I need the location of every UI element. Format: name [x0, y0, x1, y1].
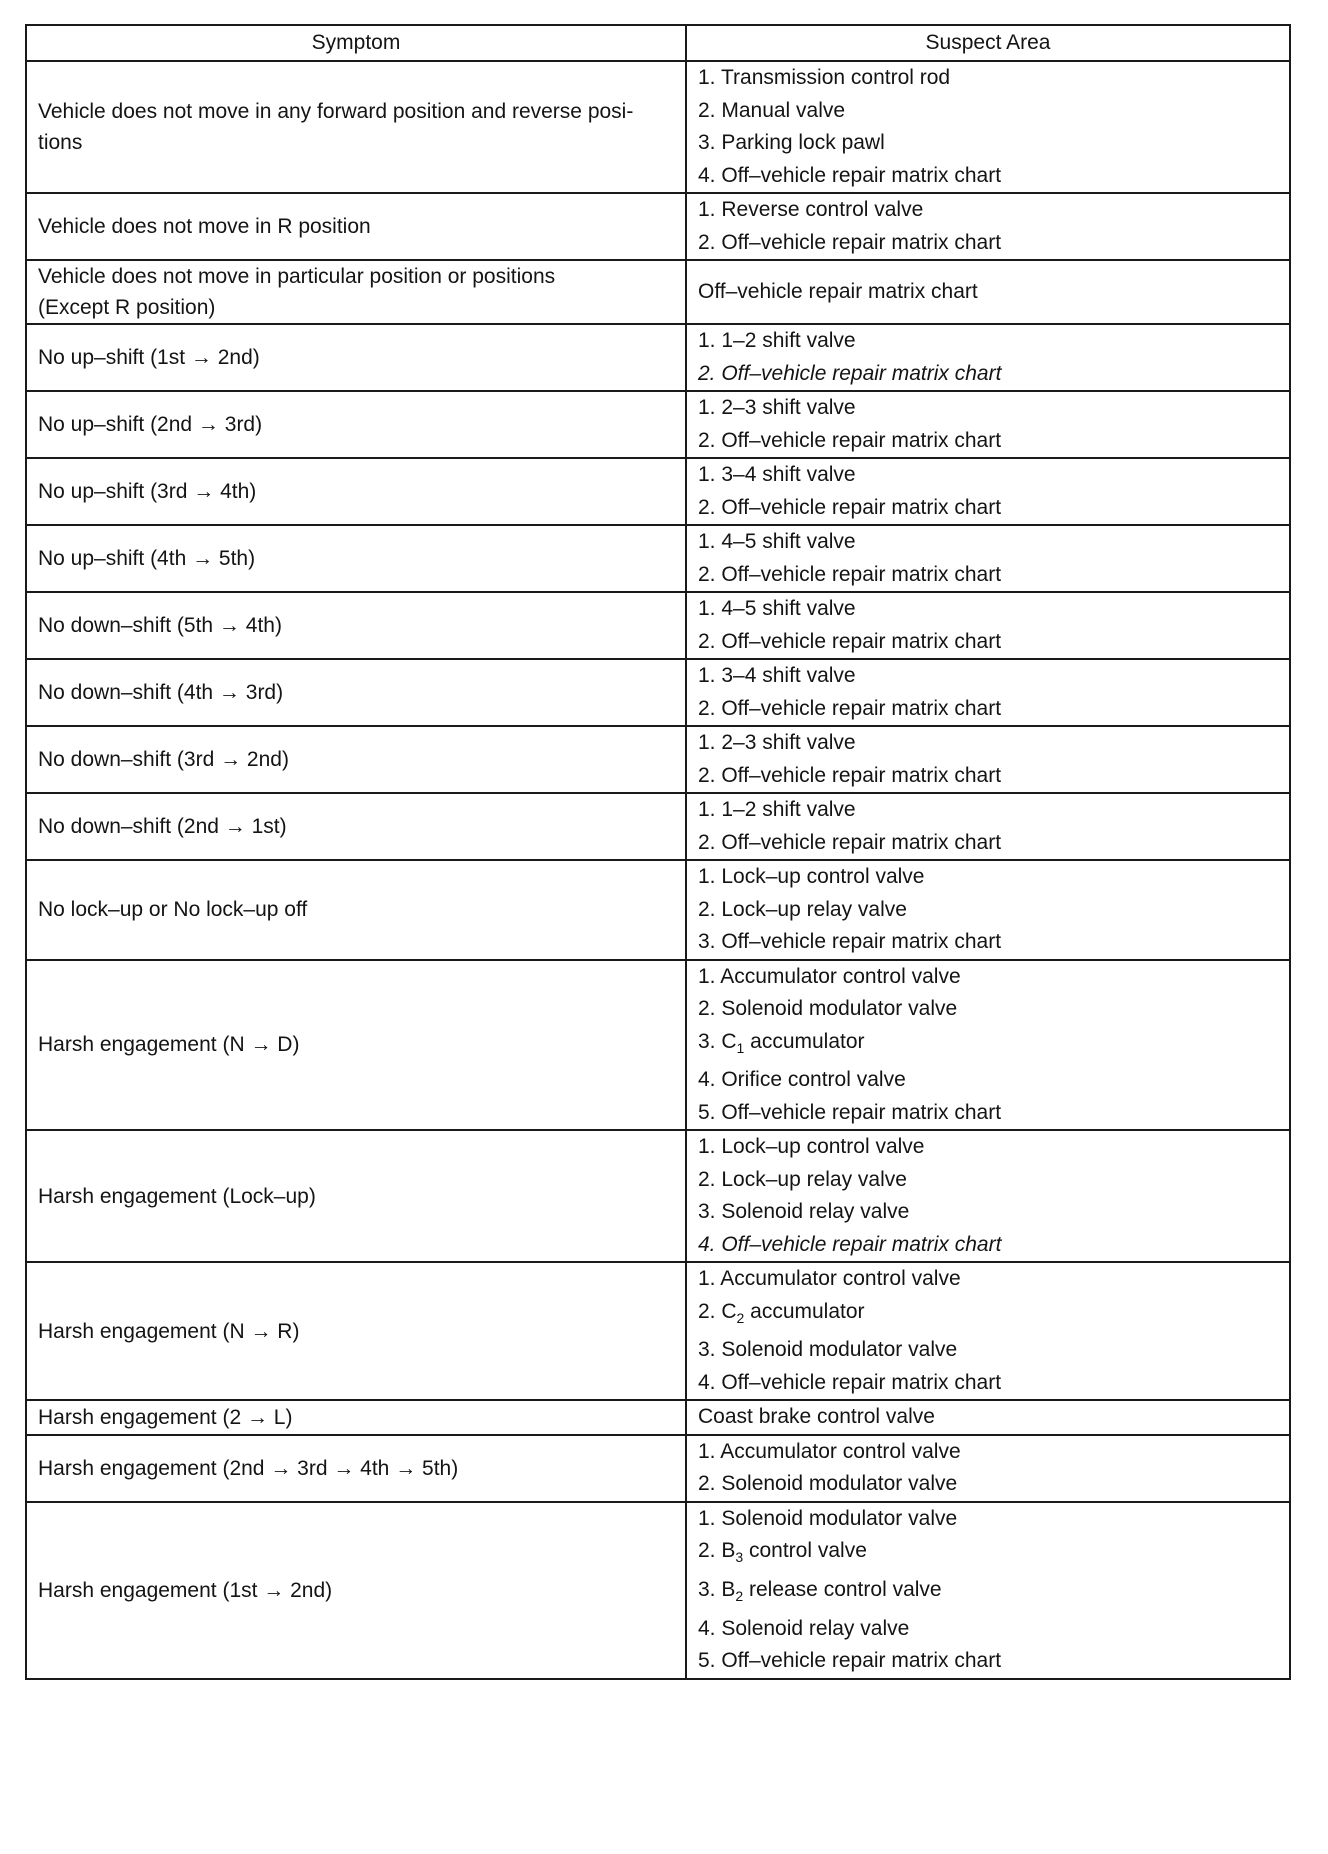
suspect-area-item — [698, 961, 1278, 994]
suspect-area-item — [698, 926, 1278, 959]
suspect-area-text: 1. 2–3 shift valve — [698, 396, 856, 419]
suspect-area-item — [698, 127, 1278, 160]
table-row — [26, 458, 1290, 525]
suspect-area-text: 2. Off–vehicle repair matrix chart — [698, 763, 1002, 787]
suspect-area-text: 2. Off–vehicle repair matrix chart — [698, 696, 1002, 720]
suspect-area-cell — [686, 726, 1290, 793]
suspect-area-item — [698, 276, 1278, 309]
suspect-area-column-header: Suspect Area — [686, 25, 1290, 61]
symptom-text: No down–shift (4th → 3rd) — [38, 681, 284, 704]
symptom-text: No up–shift (3rd → 4th) — [38, 480, 257, 503]
symptom-cell — [26, 793, 686, 860]
symptom-cell — [26, 1262, 686, 1400]
suspect-area-item — [698, 861, 1278, 894]
suspect-area-text: 3. Solenoid modulator valve — [698, 1338, 958, 1362]
symptom-text: Harsh engagement (2 → L) — [38, 1406, 293, 1430]
suspect-area-cell — [686, 458, 1290, 525]
suspect-area-text: 2. Off–vehicle repair matrix chart — [698, 230, 1002, 254]
subscript: 2 — [736, 1309, 745, 1326]
suspect-area-text: 1. Lock–up control valve — [698, 865, 925, 888]
symptom-text: Harsh engagement (N → D) — [38, 1033, 300, 1057]
symptom-cell — [26, 1435, 686, 1502]
table-row — [26, 391, 1290, 458]
suspect-area-cell — [686, 391, 1290, 458]
symptom-text: Harsh engagement (1st → 2nd) — [38, 1578, 333, 1602]
suspect-area-text: 2. B — [698, 1539, 736, 1563]
symptom-text: Harsh engagement (2nd → 3rd → 4th → 5th) — [38, 1456, 459, 1480]
suspect-area-item — [698, 492, 1278, 525]
suspect-area-item — [698, 1196, 1278, 1229]
table-row — [26, 260, 1290, 324]
suspect-area-text: 2. Solenoid modulator valve — [698, 997, 958, 1020]
suspect-area-text: 4. Off–vehicle repair matrix chart — [698, 163, 1002, 187]
suspect-area-text: 2. Off–vehicle repair matrix chart — [698, 361, 1002, 385]
table-row — [26, 1262, 1290, 1400]
subscript: 3 — [735, 1549, 744, 1566]
symptom-text: No down–shift (2nd → 1st) — [38, 815, 287, 838]
suspect-area-item — [698, 827, 1278, 860]
symptom-table — [25, 24, 1291, 1680]
table-row — [26, 1400, 1290, 1435]
suspect-area-item — [698, 1097, 1278, 1130]
table-row — [26, 324, 1290, 391]
suspect-area-cell — [686, 592, 1290, 659]
suspect-area-text: 3. C — [698, 1029, 737, 1053]
suspect-area-cell — [686, 960, 1290, 1131]
symptom-text: Vehicle does not move in R position — [38, 215, 371, 238]
suspect-area-text: 4. Solenoid relay valve — [698, 1616, 910, 1640]
symptom-cell — [26, 525, 686, 592]
symptom-cell — [26, 1130, 686, 1262]
symptom-text: Vehicle does not move in particular position or positions — [38, 265, 556, 288]
suspect-area-item — [698, 727, 1278, 760]
suspect-area-item — [698, 760, 1278, 793]
suspect-area-text: 4. Orifice control valve — [698, 1068, 906, 1092]
table-row — [26, 860, 1290, 960]
suspect-area-text: Off–vehicle repair matrix chart — [698, 279, 978, 303]
suspect-area-item — [698, 1229, 1278, 1262]
table-row — [26, 525, 1290, 592]
suspect-area-text: 2. Off–vehicle repair matrix chart — [698, 495, 1002, 519]
symptom-column-header: Symptom — [26, 25, 686, 61]
symptom-text: No lock–up or No lock–up off — [38, 898, 308, 922]
table-row — [26, 1435, 1290, 1502]
suspect-area-item — [698, 1468, 1278, 1501]
symptom-cell — [26, 1400, 686, 1435]
symptom-cell — [26, 659, 686, 726]
symptom-cell — [26, 592, 686, 659]
suspect-area-item — [698, 593, 1278, 626]
suspect-area-cell — [686, 860, 1290, 960]
suspect-area-item — [698, 794, 1278, 827]
symptom-text: No up–shift (1st → 2nd) — [38, 346, 260, 369]
suspect-area-item — [698, 160, 1278, 193]
suspect-area-item — [698, 1334, 1278, 1367]
symptom-text: No up–shift (2nd → 3rd) — [38, 413, 263, 436]
suspect-area-text-suffix: control valve — [743, 1539, 867, 1563]
suspect-area-cell — [686, 260, 1290, 324]
suspect-area-text: 3. Parking lock pawl — [698, 131, 885, 154]
suspect-area-text: 1. Lock–up control valve — [698, 1135, 925, 1159]
suspect-area-text: Coast brake control valve — [698, 1405, 935, 1429]
suspect-area-cell — [686, 659, 1290, 726]
suspect-area-text: 1. 4–5 shift valve — [698, 597, 856, 620]
symptom-cell — [26, 260, 686, 324]
symptom-cell — [26, 458, 686, 525]
symptom-cell — [26, 860, 686, 960]
suspect-area-text: 2. C — [698, 1299, 737, 1323]
suspect-area-text: 3. B — [698, 1578, 736, 1602]
suspect-area-text: 1. 1–2 shift valve — [698, 329, 856, 352]
symptom-cell — [26, 61, 686, 193]
suspect-area-item — [698, 1026, 1278, 1065]
suspect-area-item — [698, 1613, 1278, 1646]
suspect-area-text: 4. Off–vehicle repair matrix chart — [698, 1232, 1002, 1256]
suspect-area-text: 2. Lock–up relay valve — [698, 897, 907, 921]
header-row — [26, 25, 1290, 61]
suspect-area-item — [698, 693, 1278, 726]
suspect-area-text: 2. Off–vehicle repair matrix chart — [698, 428, 1002, 452]
suspect-area-item — [698, 1263, 1278, 1296]
suspect-area-item — [698, 660, 1278, 693]
symptom-text: No down–shift (3rd → 2nd) — [38, 748, 289, 771]
suspect-area-text-suffix: accumulator — [744, 1029, 865, 1053]
suspect-area-item — [698, 227, 1278, 260]
symptom-cell — [26, 391, 686, 458]
symptom-text: (Except R position) — [38, 296, 216, 319]
suspect-area-cell — [686, 793, 1290, 860]
suspect-area-text: 1. Solenoid modulator valve — [698, 1506, 958, 1530]
suspect-area-item — [698, 1131, 1278, 1164]
symptom-text: Vehicle does not move in any forward position and reverse posi- — [38, 100, 634, 123]
suspect-area-item — [698, 1436, 1278, 1469]
suspect-area-item — [698, 1164, 1278, 1197]
suspect-area-cell — [686, 61, 1290, 193]
symptom-text: Harsh engagement (N → R) — [38, 1319, 300, 1343]
suspect-area-text: 4. Off–vehicle repair matrix chart — [698, 1370, 1002, 1394]
suspect-area-item — [698, 993, 1278, 1026]
table-row — [26, 1502, 1290, 1679]
suspect-area-item — [698, 1503, 1278, 1536]
table-row — [26, 659, 1290, 726]
symptom-cell — [26, 1502, 686, 1679]
symptom-cell — [26, 726, 686, 793]
suspect-area-text: 2. Off–vehicle repair matrix chart — [698, 562, 1002, 586]
suspect-area-item — [698, 559, 1278, 592]
symptom-text: tions — [38, 131, 83, 154]
table-row — [26, 193, 1290, 260]
suspect-area-item — [698, 894, 1278, 927]
suspect-area-text: 5. Off–vehicle repair matrix chart — [698, 1100, 1002, 1124]
suspect-area-item — [698, 1367, 1278, 1400]
suspect-area-text: 1. Transmission control rod — [698, 66, 951, 89]
suspect-area-text-suffix: accumulator — [744, 1299, 865, 1323]
suspect-area-item — [698, 95, 1278, 128]
suspect-area-item — [698, 425, 1278, 458]
suspect-area-item — [698, 1574, 1278, 1613]
suspect-area-text: 3. Off–vehicle repair matrix chart — [698, 930, 1002, 953]
suspect-area-text: 1. 2–3 shift valve — [698, 731, 856, 754]
table-row — [26, 61, 1290, 193]
suspect-area-text: 2. Manual valve — [698, 98, 846, 122]
suspect-area-text: 5. Off–vehicle repair matrix chart — [698, 1649, 1002, 1673]
suspect-area-text: 1. 1–2 shift valve — [698, 798, 856, 821]
symptom-cell — [26, 193, 686, 260]
suspect-area-item — [698, 1401, 1278, 1434]
suspect-area-item — [698, 358, 1278, 391]
table-body — [26, 61, 1290, 1679]
suspect-area-cell — [686, 1400, 1290, 1435]
subscript: 2 — [735, 1588, 744, 1605]
suspect-area-text: 2. Solenoid modulator valve — [698, 1472, 958, 1496]
suspect-area-cell — [686, 525, 1290, 592]
suspect-area-item — [698, 526, 1278, 559]
table-row — [26, 793, 1290, 860]
suspect-area-item — [698, 1535, 1278, 1574]
suspect-area-text: 2. Off–vehicle repair matrix chart — [698, 830, 1002, 854]
suspect-area-item — [698, 626, 1278, 659]
suspect-area-item — [698, 194, 1278, 227]
subscript: 1 — [736, 1039, 745, 1056]
suspect-area-cell — [686, 1130, 1290, 1262]
suspect-area-text: 2. Off–vehicle repair matrix chart — [698, 629, 1002, 653]
suspect-area-text: 1. 4–5 shift valve — [698, 530, 856, 553]
symptom-text: No down–shift (5th → 4th) — [38, 614, 282, 637]
suspect-area-item — [698, 1296, 1278, 1335]
suspect-area-item — [698, 1064, 1278, 1097]
suspect-area-text: 1. Accumulator control valve — [698, 1439, 961, 1463]
suspect-area-cell — [686, 1502, 1290, 1679]
suspect-area-item — [698, 325, 1278, 358]
suspect-area-cell — [686, 324, 1290, 391]
table-row — [26, 1130, 1290, 1262]
suspect-area-text: 1. Accumulator control valve — [698, 1267, 961, 1291]
suspect-area-text: 1. 3–4 shift valve — [698, 463, 856, 486]
suspect-area-text: 1. 3–4 shift valve — [698, 664, 856, 687]
symptom-cell — [26, 324, 686, 391]
table-row — [26, 726, 1290, 793]
suspect-area-item — [698, 392, 1278, 425]
symptom-text: No up–shift (4th → 5th) — [38, 547, 256, 570]
suspect-area-cell — [686, 1262, 1290, 1400]
suspect-area-text: 1. Reverse control valve — [698, 198, 924, 221]
suspect-area-text: 2. Lock–up relay valve — [698, 1167, 907, 1191]
symptom-cell — [26, 960, 686, 1131]
table-row — [26, 592, 1290, 659]
suspect-area-cell — [686, 193, 1290, 260]
suspect-area-text: 1. Accumulator control valve — [698, 964, 961, 988]
suspect-area-cell — [686, 1435, 1290, 1502]
suspect-area-text-suffix: release control valve — [743, 1578, 942, 1602]
suspect-area-item — [698, 1645, 1278, 1678]
table-row — [26, 960, 1290, 1131]
suspect-area-item — [698, 62, 1278, 95]
symptom-text: Harsh engagement (Lock–up) — [38, 1184, 316, 1208]
suspect-area-item — [698, 459, 1278, 492]
suspect-area-text: 3. Solenoid relay valve — [698, 1200, 910, 1224]
